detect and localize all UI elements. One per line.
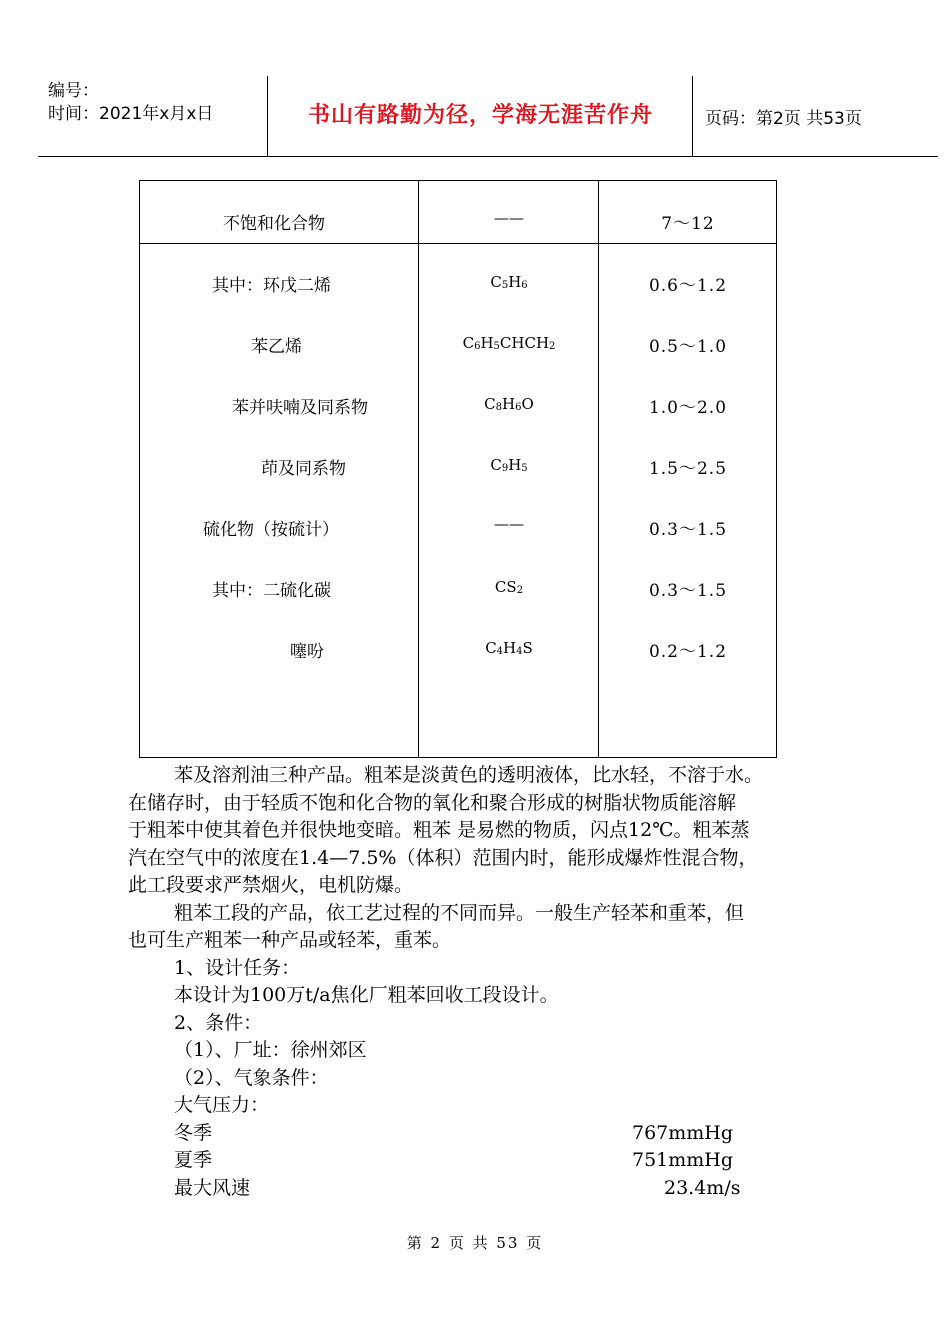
row-name: 苯乙烯 <box>251 337 302 357</box>
paragraph-line: 于粗苯中使其着色并很快地变暗。粗苯 是易燃的物质，闪点12℃。粗苯蒸 <box>128 819 750 841</box>
paragraph-line: 也可生产粗苯一种产品或轻苯，重苯。 <box>128 929 452 951</box>
winter-label: 冬季 <box>174 1121 213 1144</box>
row-formula: —— <box>494 515 524 533</box>
paragraph-line: 在储存时，由于轻质不饱和化合物的氧化和聚合形成的树脂状物质能溶解 <box>128 791 737 814</box>
wind-value: 23.4m/s <box>664 1176 741 1199</box>
row-formula: $C_6H_5CHCH_2$ <box>462 334 556 352</box>
summer-value: 751mmHg <box>632 1149 734 1171</box>
row-value: 0.3～1.5 <box>648 581 728 601</box>
header-divider <box>692 76 693 156</box>
paragraph-line: 汽在空气中的浓度在1.4—7.5%（体积）范围内时，能形成爆炸性混合物， <box>128 846 758 869</box>
row-value: 0.3～1.5 <box>648 520 728 540</box>
summer-label: 夏季 <box>174 1149 213 1171</box>
summer-pressure-row <box>128 1147 868 1175</box>
page-header <box>38 76 938 157</box>
row-value: 1.0～2.0 <box>648 398 728 418</box>
row-value: 7～12 <box>661 214 715 234</box>
serial-label: 编号： <box>48 81 99 101</box>
row-value: 0.6～1.2 <box>648 276 728 296</box>
row-formula: $C_8H_6O$ <box>484 395 534 413</box>
row-value: 0.2～1.2 <box>648 642 728 662</box>
paragraph-line: 此工段要求严禁烟火，电机防爆。 <box>128 874 414 896</box>
condition-item: （1）、厂址：徐州郊区 <box>174 1039 367 1061</box>
row-name: 不饱和化合物 <box>223 214 325 234</box>
row-name: 茚及同系物 <box>261 459 346 479</box>
body-text <box>128 762 868 1202</box>
row-name: 硫化物（按硫计） <box>203 520 339 540</box>
row-name: 其中：环戊二烯 <box>212 276 331 296</box>
table-column-divider <box>418 181 419 757</box>
row-name: 苯并呋喃及同系物 <box>232 398 368 418</box>
composition-table <box>139 180 777 758</box>
paragraph-line: 苯及溶剂油三种产品。粗苯是淡黄色的透明液体，比水轻，不溶于水。 <box>174 764 764 786</box>
row-value: 0.5～1.0 <box>648 337 728 357</box>
row-formula: $C_5H_6$ <box>490 273 528 291</box>
paragraph-line: 粗苯工段的产品，依工艺过程的不同而异。一般生产轻苯和重苯，但 <box>174 901 745 924</box>
row-value: 1.5～2.5 <box>648 459 728 479</box>
pressure-label: 大气压力： <box>174 1094 270 1116</box>
header-page-info: 页码：第2页 共53页 <box>705 109 862 129</box>
header-meta <box>48 80 213 126</box>
section-heading: 1、设计任务： <box>174 956 301 979</box>
row-name: 其中：二硫化碳 <box>212 581 331 601</box>
section-heading: 2、条件： <box>174 1011 263 1034</box>
winter-pressure-row <box>128 1120 868 1148</box>
wind-label: 最大风速 <box>174 1176 251 1199</box>
wind-speed-row <box>128 1175 868 1203</box>
page-footer: 第 2 页 共 53 页 <box>406 1234 544 1252</box>
header-motto: 书山有路勤为径，学海无涯苦作舟 <box>307 103 653 128</box>
row-formula: $C_9H_5$ <box>490 456 528 474</box>
time-label: 时间：2021年x月x日 <box>48 104 214 124</box>
row-formula: $C_4H_4S$ <box>485 639 533 657</box>
condition-item: （2）、气象条件： <box>174 1066 329 1089</box>
task-text: 本设计为100万t/a焦化厂粗苯回收工段设计。 <box>174 984 559 1006</box>
row-formula: $CS_2$ <box>494 578 524 596</box>
row-name: 噻吩 <box>290 642 324 662</box>
table-row-divider <box>140 243 776 244</box>
row-formula: —— <box>494 209 524 227</box>
winter-value: 767mmHg <box>632 1121 734 1144</box>
